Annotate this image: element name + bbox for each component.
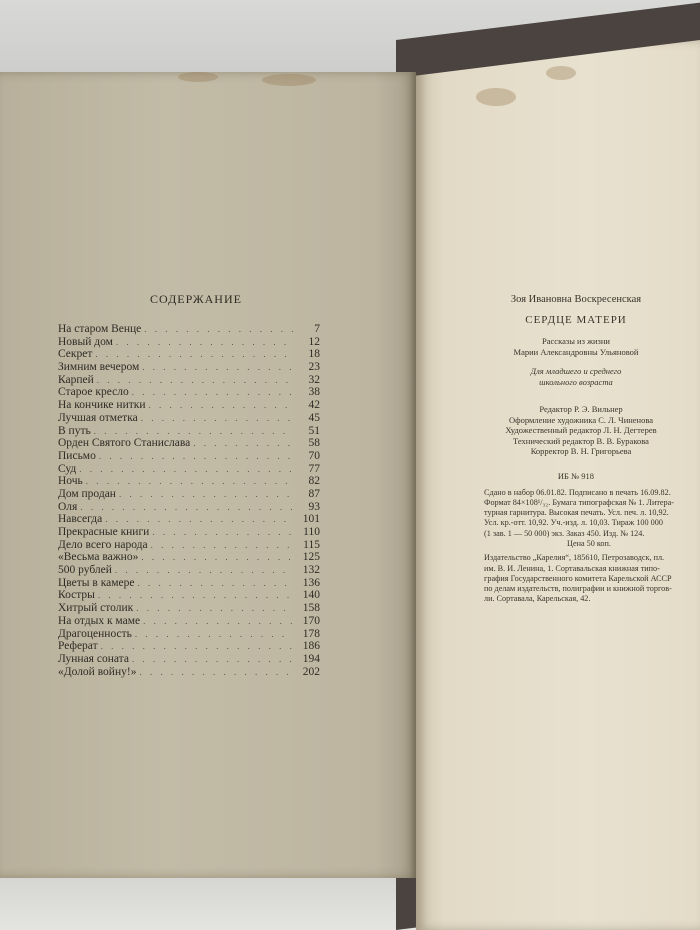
toc-leader-dots <box>135 628 293 641</box>
toc-entry <box>58 323 320 336</box>
toc-entry-title: Оля <box>58 500 78 513</box>
publisher-line: графия Государственного комитета Карельской АССР <box>484 573 672 583</box>
toc-entry-page: 136 <box>302 576 320 589</box>
detail-line: Формат 84×108¹/₃₂. Бумага типографская № 1. Литера- <box>484 497 675 507</box>
audience-line: школьного возраста <box>539 377 613 387</box>
toc-leader-dots <box>80 501 293 514</box>
toc-leader-dots <box>152 526 293 539</box>
toc-leader-dots <box>95 348 293 361</box>
detail-line: (1 зав. 1 — 50 000) экз. Заказ 450. Изд. № 124. <box>484 528 645 538</box>
toc-leader-dots <box>139 666 293 679</box>
toc-leader-dots <box>144 323 293 336</box>
toc-heading: СОДЕРЖАНИЕ <box>150 292 242 306</box>
subtitle-line: Марии Александровны Ульяновой <box>513 347 639 357</box>
toc-leader-dots <box>132 386 293 399</box>
toc-entry-title: Суд <box>58 462 77 475</box>
toc-entry <box>58 653 320 666</box>
toc-entry-title: Орден Святого Станислава <box>58 437 191 450</box>
toc-entry <box>58 551 320 564</box>
credit-line: Технический редактор В. В. Буракова <box>513 435 649 446</box>
toc-entry-page: 140 <box>302 589 320 602</box>
toc-leader-dots <box>141 412 293 425</box>
toc-entry <box>58 666 320 679</box>
audience-note <box>476 366 676 388</box>
toc-entry-page: 42 <box>308 399 320 412</box>
toc-entry-title: Новый дом <box>58 335 113 348</box>
toc-leader-dots <box>101 640 293 653</box>
toc-entry-title: Драгоценность <box>58 627 132 640</box>
toc-leader-dots <box>149 399 294 412</box>
credits <box>486 404 676 457</box>
toc-entry-page: 82 <box>308 475 320 488</box>
toc-leader-dots <box>105 513 293 526</box>
credit-line: Художественный редактор Л. Н. Дегтерев <box>505 425 657 435</box>
credit-line: Корректор В. Н. Григорьева <box>530 446 632 456</box>
page-stain <box>178 72 218 82</box>
print-details <box>484 488 694 550</box>
toc-entry-page: 178 <box>302 627 320 640</box>
toc-leader-dots <box>132 653 293 666</box>
toc-entry-title: Старое кресло <box>58 386 129 399</box>
toc-entry-page: 170 <box>302 614 320 627</box>
toc-entry <box>58 336 320 349</box>
toc-entry <box>58 628 320 641</box>
toc-entry <box>58 463 320 476</box>
book-subtitle <box>476 336 676 358</box>
book-title: СЕРДЦЕ МАТЕРИ <box>525 314 627 326</box>
toc-entry-page: 202 <box>302 665 320 678</box>
toc-entry-page: 23 <box>308 361 320 374</box>
toc-entry-title: Костры <box>58 589 95 602</box>
publisher-line: по делам издательств, полиграфии и книжной торгов- <box>484 584 672 594</box>
toc-entry-title: Секрет <box>58 348 93 361</box>
credit-line: Редактор Р. Э. Вильнер <box>539 404 623 414</box>
toc-entry-title: Навсегда <box>58 513 103 526</box>
toc-leader-dots <box>86 475 293 488</box>
toc-entry-page: 38 <box>308 386 320 399</box>
toc-entry-title: Ночь <box>58 475 83 488</box>
detail-line: Цена 50 коп. <box>567 538 611 548</box>
toc-entry-title: Письмо <box>58 449 96 462</box>
toc-entry-title: Карпей <box>58 373 94 386</box>
toc-entry-page: 32 <box>308 373 320 386</box>
toc-entry-title: Хитрый столик <box>58 602 134 615</box>
toc-entry <box>58 526 320 539</box>
page-stain <box>546 66 576 80</box>
toc-entry-title: Реферат <box>58 640 98 653</box>
table-of-contents <box>58 292 320 678</box>
toc-entry-title: Цветы в камере <box>58 576 135 589</box>
toc-entry-page: 87 <box>308 487 320 500</box>
toc-entry <box>58 399 320 412</box>
toc-entry <box>58 564 320 577</box>
toc-entry <box>58 386 320 399</box>
page-stain <box>476 88 516 106</box>
toc-entry-page: 58 <box>308 437 320 450</box>
toc-leader-dots <box>98 589 293 602</box>
toc-entry-title: Лучшая отметка <box>58 411 138 424</box>
toc-entry-title: На отдых к маме <box>58 614 141 627</box>
toc-entry-page: 7 <box>314 323 320 335</box>
toc-entry-page: 12 <box>308 335 320 348</box>
toc-leader-dots <box>137 577 293 590</box>
publisher-line: им. В. И. Ленина, 1. Сортавальская книжная типо- <box>484 563 660 573</box>
toc-leader-dots <box>94 425 293 438</box>
toc-entry <box>58 488 320 501</box>
toc-entry <box>58 361 320 374</box>
toc-entry <box>58 640 320 653</box>
toc-entry <box>58 437 320 450</box>
toc-entry <box>58 475 320 488</box>
page-stain <box>262 74 316 86</box>
toc-entry-title: На старом Венце <box>58 323 142 335</box>
toc-leader-dots <box>115 564 293 577</box>
toc-entry <box>58 615 320 628</box>
toc-entry-page: 186 <box>302 640 320 653</box>
detail-line: Усл. кр.-отт. 10,92. Уч.-изд. л. 10,03. Тираж 100 000 <box>484 518 663 528</box>
toc-entry <box>58 450 320 463</box>
subtitle-line: Рассказы из жизни <box>542 336 610 346</box>
toc-entry-page: 132 <box>302 564 320 577</box>
toc-entry-page: 194 <box>302 652 320 665</box>
toc-entry-page: 110 <box>303 526 320 538</box>
toc-leader-dots <box>151 539 293 552</box>
toc-entry-page: 18 <box>308 348 320 361</box>
toc-entry-page: 101 <box>302 513 320 526</box>
toc-entry <box>58 589 320 602</box>
toc-leader-dots <box>99 450 293 463</box>
toc-entry <box>58 412 320 425</box>
toc-leader-dots <box>119 488 293 501</box>
credit-line: Оформление художника С. Л. Чиненова <box>508 414 654 425</box>
toc-leader-dots <box>97 374 293 387</box>
toc-leader-dots <box>142 361 293 374</box>
toc-entry <box>58 539 320 552</box>
toc-entry-title: «Долой войну!» <box>58 665 137 678</box>
toc-list <box>58 323 320 678</box>
toc-entry-title: Лунная соната <box>58 652 129 665</box>
publisher-line: ли. Сортавала, Карельская, 42. <box>484 594 591 604</box>
ib-number: ИБ № 918 <box>557 470 595 481</box>
toc-entry-title: Зимним вечером <box>58 361 140 374</box>
toc-entry-page: 51 <box>308 424 320 437</box>
toc-entry <box>58 577 320 590</box>
toc-entry-page: 70 <box>308 449 320 462</box>
toc-entry-title: Дом продан <box>58 487 116 500</box>
detail-line: Сдано в набор 06.01.82. Подписано в печать 16.09.82. <box>484 487 671 497</box>
toc-entry <box>58 513 320 526</box>
toc-leader-dots <box>136 602 293 615</box>
toc-leader-dots <box>141 551 293 564</box>
toc-leader-dots <box>193 437 293 450</box>
author-name: Зоя Ивановна Воскресенская <box>510 294 642 305</box>
toc-entry-title: 500 рублей <box>58 564 112 577</box>
toc-entry-page: 77 <box>308 462 320 475</box>
toc-leader-dots <box>79 463 293 476</box>
toc-entry <box>58 602 320 615</box>
toc-leader-dots <box>116 336 293 349</box>
publisher-line: Издательство „Карелия“, 185610, Петрозаводск, пл. <box>484 553 665 563</box>
toc-entry-title: В путь <box>58 424 91 437</box>
toc-leader-dots <box>143 615 293 628</box>
publisher-info <box>484 553 694 604</box>
toc-entry-title: Дело всего народа <box>58 538 148 551</box>
audience-line: Для младшего и среднего <box>530 366 622 376</box>
toc-entry-page: 45 <box>308 411 320 424</box>
detail-line: турная гарнитура. Высокая печать. Усл. печ. л. 10,92. <box>484 508 669 518</box>
toc-entry <box>58 348 320 361</box>
toc-entry-title: На кончике нитки <box>58 399 146 412</box>
toc-entry <box>58 425 320 438</box>
colophon <box>476 294 676 605</box>
toc-entry-page: 158 <box>302 602 320 615</box>
toc-entry-page: 125 <box>302 551 320 564</box>
toc-entry-title: Прекрасные книги <box>58 526 150 538</box>
toc-entry-title: «Весьма важно» <box>58 551 139 564</box>
toc-entry <box>58 501 320 514</box>
toc-entry-page: 115 <box>303 538 320 551</box>
toc-entry <box>58 374 320 387</box>
toc-entry-page: 93 <box>308 500 320 513</box>
